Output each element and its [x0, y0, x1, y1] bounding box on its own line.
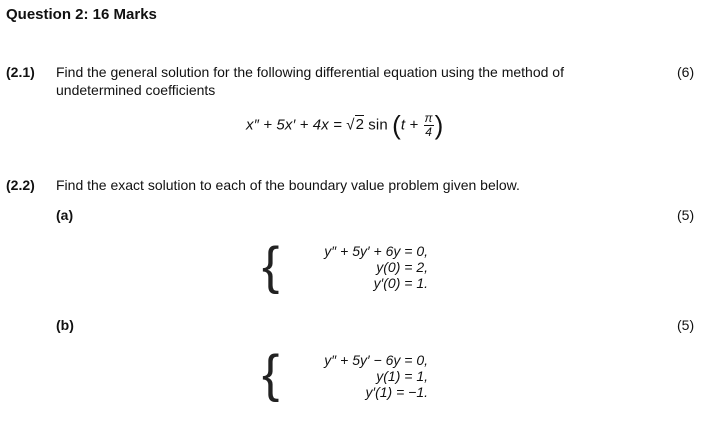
eq-sqrt-arg: 2 [355, 116, 365, 134]
eq-close-paren: ) [434, 110, 444, 140]
q21-marks: (6) [677, 64, 695, 80]
part-a-line-1: y″ + 5y′ + 6y = 0, [324, 243, 428, 259]
part-b-line-2: y(1) = 1, [376, 368, 428, 384]
eq-open-paren: ( [392, 110, 401, 140]
eq-frac-den: 4 [425, 125, 432, 139]
eq-frac-num: π [424, 111, 433, 125]
part-a-line-2: y(0) = 2, [376, 259, 428, 275]
eq-lhs: x″ + 5x′ + 4x = [246, 116, 342, 134]
q21-text-line1: Find the general solution for the following differential equation using the method of [56, 64, 564, 80]
eq-fraction [424, 112, 434, 139]
part-a-label: (a) [56, 207, 74, 223]
part-a-marks: (5) [677, 207, 695, 223]
eq-sqrt-sign: √ [346, 116, 355, 134]
part-b-marks: (5) [677, 317, 695, 333]
question-title: Question 2: 16 Marks [6, 6, 157, 23]
eq-inner: t + [400, 116, 419, 134]
q22-number: (2.2) [6, 177, 35, 193]
part-a-line-3: y′(0) = 1. [373, 275, 428, 291]
part-a-system [324, 243, 428, 291]
q22-text: Find the exact solution to each of the boundary value problem given below. [56, 177, 520, 193]
part-b-line-3: y′(1) = −1. [365, 384, 428, 400]
part-b-label: (b) [56, 317, 74, 333]
q21-equation [246, 110, 443, 141]
q21-number: (2.1) [6, 64, 35, 80]
eq-func: sin [368, 116, 388, 134]
part-a-brace: { [262, 237, 280, 295]
part-b-line-1: y″ + 5y′ − 6y = 0, [324, 352, 428, 368]
part-b-brace: { [262, 345, 280, 403]
q21-text-line2: undetermined coefficients [56, 82, 216, 98]
part-b-system [324, 352, 428, 400]
